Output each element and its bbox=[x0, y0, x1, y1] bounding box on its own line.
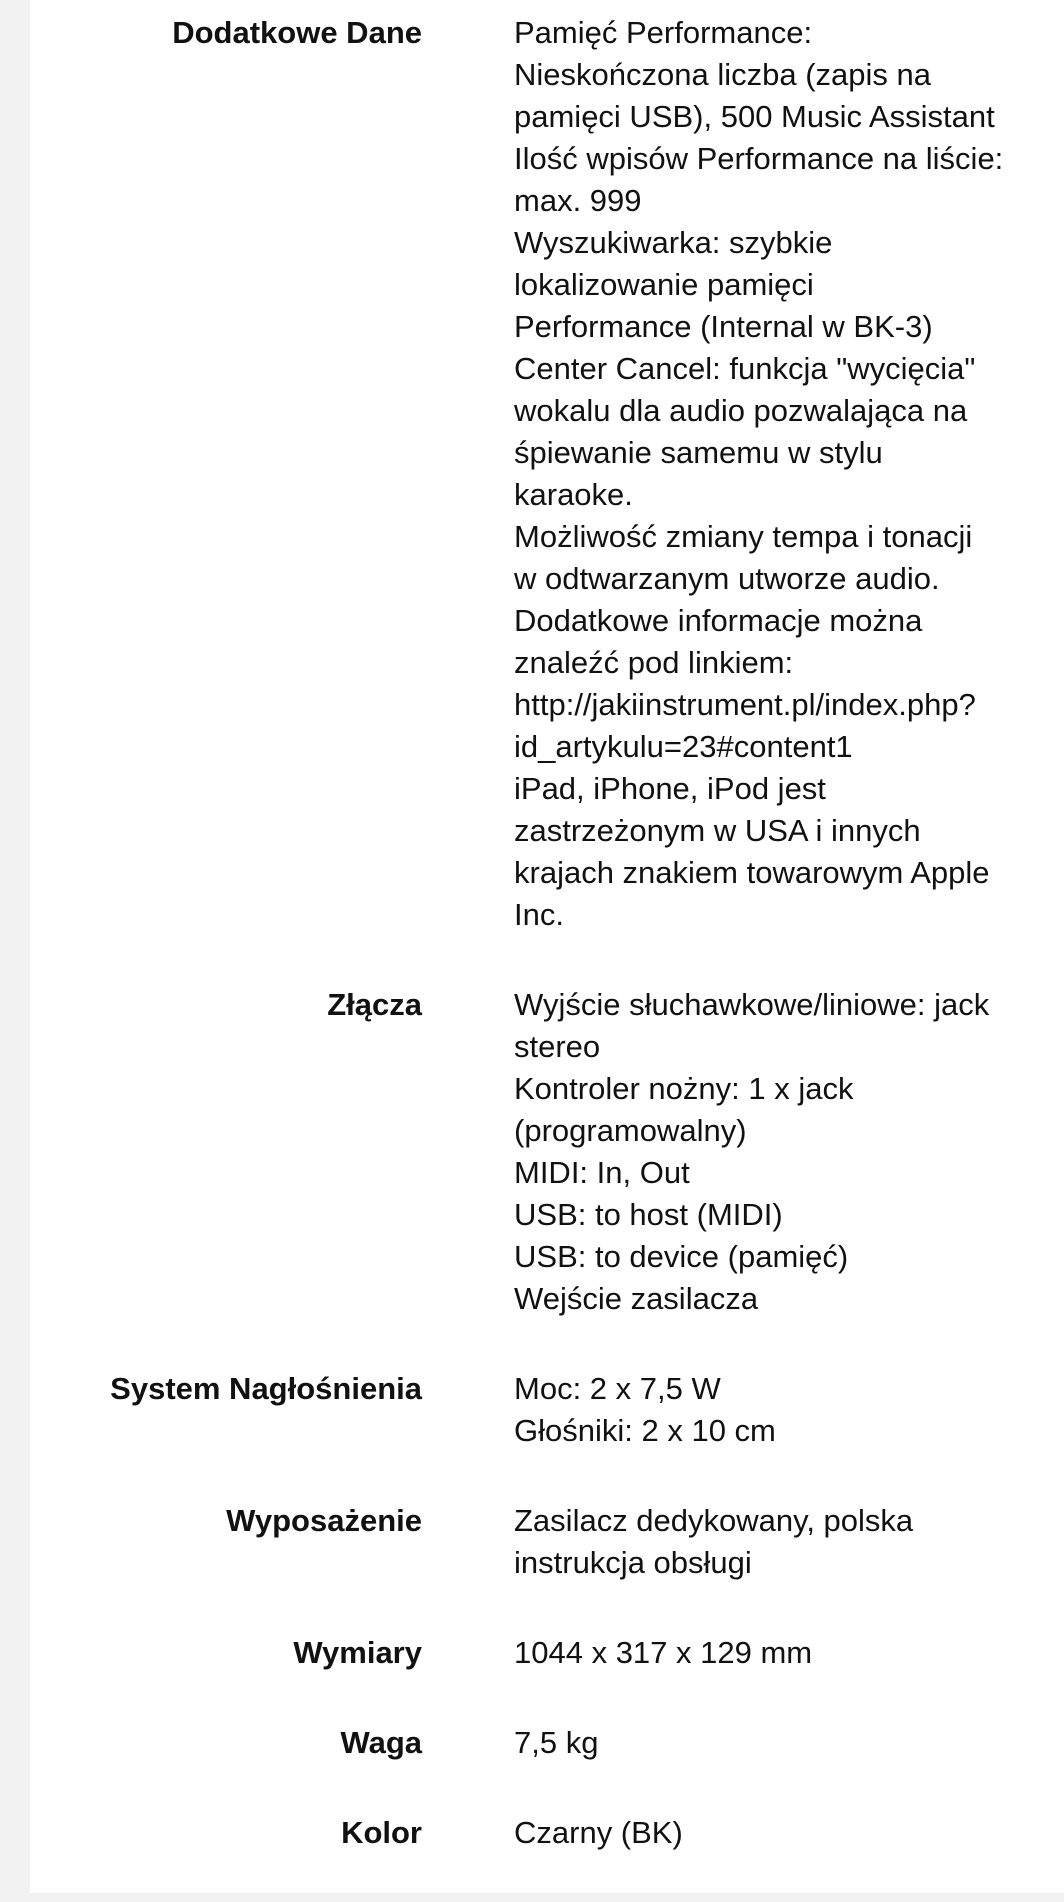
spec-value-line: Kontroler nożny: 1 x jack bbox=[514, 1071, 854, 1106]
spec-value-line: 7,5 kg bbox=[514, 1725, 599, 1760]
spec-label: Złącza bbox=[327, 987, 422, 1022]
spec-value-line: Możliwość zmiany tempa i tonacji bbox=[514, 519, 973, 554]
spec-row-additional-data bbox=[30, 12, 1064, 936]
spec-value-line: Wyjście słuchawkowe/liniowe: jack bbox=[514, 987, 990, 1022]
spec-value-line: Inc. bbox=[514, 897, 564, 932]
spec-value-line: stereo bbox=[514, 1029, 601, 1064]
spec-row-equipment bbox=[30, 1500, 1064, 1584]
spec-value-line: karaoke. bbox=[514, 477, 633, 512]
spec-label: Kolor bbox=[341, 1815, 422, 1850]
spec-label: Wyposażenie bbox=[226, 1503, 422, 1538]
spec-value bbox=[514, 1722, 1064, 1764]
spec-label: Dodatkowe Dane bbox=[172, 15, 422, 50]
spec-value-line: max. 999 bbox=[514, 183, 642, 218]
spec-value-line: Wejście zasilacza bbox=[514, 1281, 759, 1316]
spec-value-line: śpiewanie samemu w stylu bbox=[514, 435, 883, 470]
spec-value-link-line: id_artykulu=23#content1 bbox=[514, 729, 853, 764]
spec-value-line: zastrzeżonym w USA i innych bbox=[514, 813, 921, 848]
spec-row-connectors bbox=[30, 984, 1064, 1320]
spec-table bbox=[30, 12, 1064, 1902]
spec-value-line: krajach znakiem towarowym Apple bbox=[514, 855, 990, 890]
spec-value-line: wokalu dla audio pozwalająca na bbox=[514, 393, 968, 428]
spec-value-line: Nieskończona liczba (zapis na bbox=[514, 57, 931, 92]
spec-value bbox=[514, 1632, 1064, 1674]
spec-value-line: iPad, iPhone, iPod jest bbox=[514, 771, 826, 806]
spec-value-line: Zasilacz dedykowany, polska bbox=[514, 1503, 914, 1538]
spec-value-line: USB: to device (pamięć) bbox=[514, 1239, 849, 1274]
spec-value-line: Ilość wpisów Performance na liście: bbox=[514, 141, 1004, 176]
spec-value bbox=[514, 1500, 1064, 1584]
spec-value-line: Wyszukiwarka: szybkie bbox=[514, 225, 833, 260]
spec-value-line: lokalizowanie pamięci bbox=[514, 267, 814, 302]
spec-value-line: 1044 x 317 x 129 mm bbox=[514, 1635, 813, 1670]
spec-value-line: Performance (Internal w BK-3) bbox=[514, 309, 933, 344]
spec-value-line: Pamięć Performance: bbox=[514, 15, 813, 50]
spec-row-sound-system bbox=[30, 1368, 1064, 1452]
spec-value bbox=[514, 12, 1064, 936]
spec-value-line: pamięci USB), 500 Music Assistant bbox=[514, 99, 995, 134]
spec-value-line: instrukcja obsługi bbox=[514, 1545, 752, 1580]
spec-value-line: Dodatkowe informacje można bbox=[514, 603, 923, 638]
spec-row-weight bbox=[30, 1722, 1064, 1764]
spec-value bbox=[514, 984, 1064, 1320]
spec-value bbox=[514, 1368, 1064, 1452]
spec-value-line: Center Cancel: funkcja "wycięcia" bbox=[514, 351, 976, 386]
spec-value-line: w odtwarzanym utworze audio. bbox=[514, 561, 940, 596]
spec-value-line: Głośniki: 2 x 10 cm bbox=[514, 1413, 776, 1448]
spec-label: Wymiary bbox=[293, 1635, 422, 1670]
spec-value-line: Czarny (BK) bbox=[514, 1815, 683, 1850]
spec-row-dimensions bbox=[30, 1632, 1064, 1674]
spec-label: System Nagłośnienia bbox=[110, 1371, 422, 1406]
spec-value bbox=[514, 1812, 1064, 1854]
spec-value-line: (programowalny) bbox=[514, 1113, 747, 1148]
page-content bbox=[30, 0, 1064, 1893]
spec-value-line: Moc: 2 x 7,5 W bbox=[514, 1371, 721, 1406]
spec-label: Waga bbox=[340, 1725, 422, 1760]
spec-value-line: USB: to host (MIDI) bbox=[514, 1197, 783, 1232]
spec-value-line: MIDI: In, Out bbox=[514, 1155, 690, 1190]
spec-row-color bbox=[30, 1812, 1064, 1854]
spec-value-line: znaleźć pod linkiem: bbox=[514, 645, 794, 680]
spec-value-link-line: http://jakiinstrument.pl/index.php? bbox=[514, 687, 976, 722]
